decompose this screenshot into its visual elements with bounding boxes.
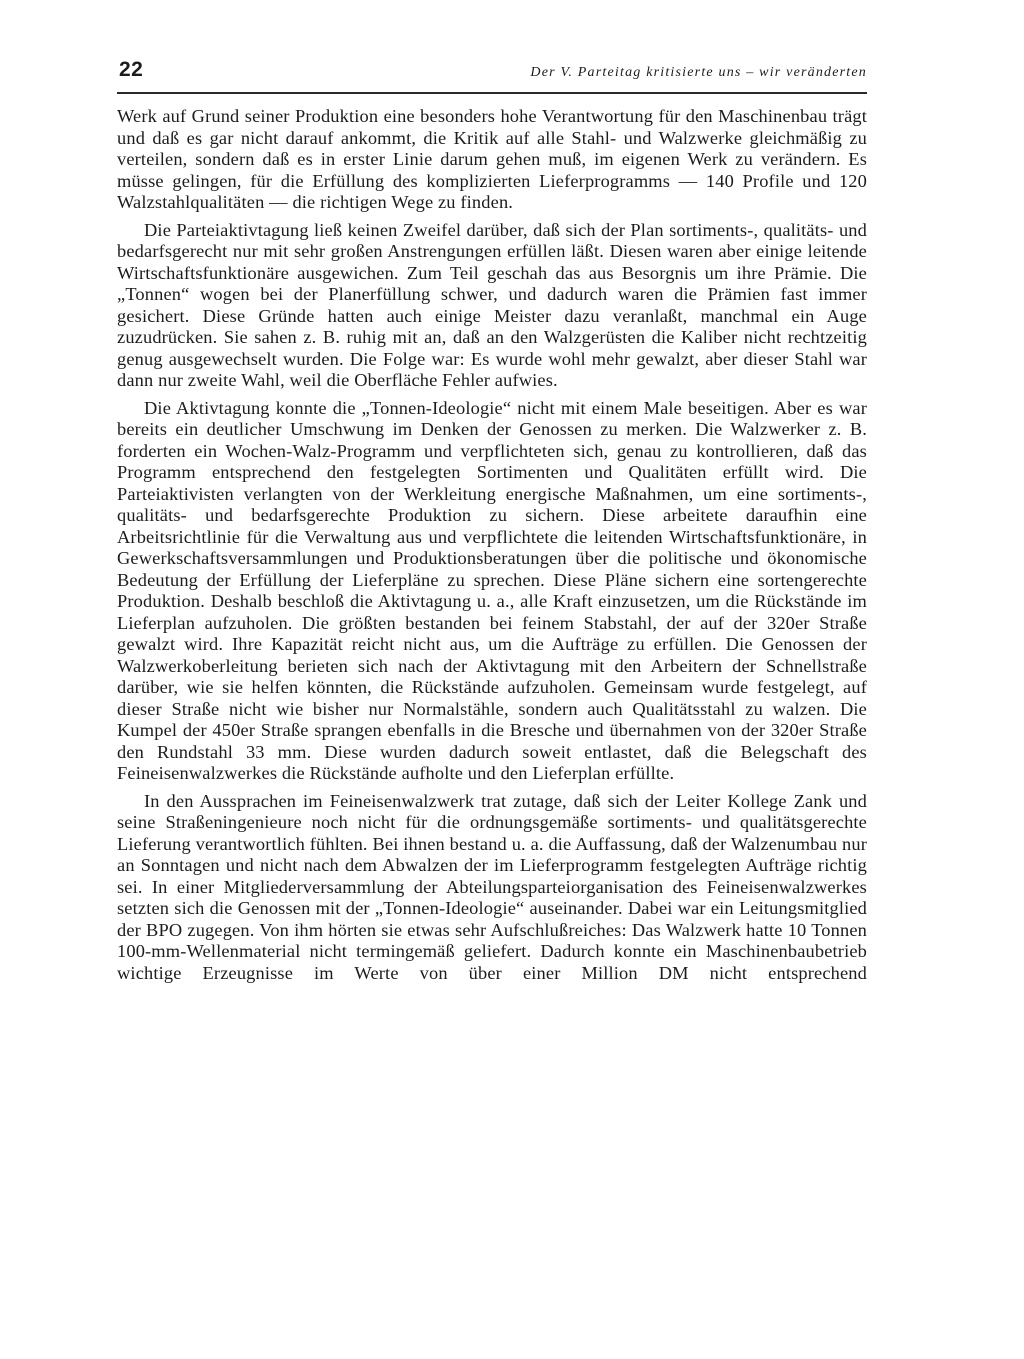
paragraph-1: Werk auf Grund seiner Produktion eine besonders hohe Verantwortung für den Maschinenbau trägt und daß es gar nicht darauf ankommt, die Kritik auf alle Stahl- und Walzwerke gleichmäßig zu verteilen, sondern daß es in erster Linie darum gehen muß, im eigenen Werk zu verändern. Es müsse gelingen, für die Erfüllung des komplizierten Lieferprogramms — 140 Profile und 120 Walzstahlqualitäten — die richtigen Wege zu finden. xyxy=(117,106,867,212)
page-number: 22 xyxy=(119,58,144,81)
body-text xyxy=(117,106,867,984)
paragraph-3: Die Aktivtagung konnte die „Tonnen-Ideologie“ nicht mit einem Male beseitigen. Aber es war bereits ein deutlicher Umschwung im Denken der Genossen zu merken. Die Walzwerker z. B. forderten ein Wochen-Walz-Programm und verpflichteten sich, genau zu kontrollieren, daß das Programm entsprechend den festgelegten Sortimenten und Qualitäten erfüllt wird. Die Parteiaktivisten verlangten von der Werkleitung energische Maßnahmen, um eine sortiments-, qualitäts- und bedarfsgerechte Produktion zu sichern. Diese arbeitete daraufhin eine Arbeitsrichtlinie für die Verwaltung aus und verpflichtete die leitenden Wirtschaftsfunktionäre, in Gewerkschaftsversammlungen und Produktionsberatungen über die politische und ökonomische Bedeutung der Erfüllung der Lieferpläne zu sprechen. Diese Pläne sichern eine sortengerechte Produktion. Deshalb beschloß die Aktivtagung u. a., alle Kraft einzusetzen, um die Rückstände im Lieferplan aufzuholen. Die größten bestanden bei feinem Stabstahl, der auf der 320er Straße gewalzt wird. Ihre Kapazität reicht nicht aus, um die Aufträge zu erfüllen. Die Genossen der Walzwerkoberleitung berieten sich nach der Aktivtagung mit den Arbeitern der Schnellstraße darüber, wie sie helfen könnten, die Rückstände aufzuholen. Gemeinsam wurde festgelegt, auf dieser Straße nicht wie bisher nur Normalstähle, sondern auch Qualitätsstahl zu walzen. Die Kumpel der 450er Straße sprangen ebenfalls in die Bresche und übernahmen von der 320er Straße den Rundstahl 33 mm. Diese wurden dadurch soweit entlastet, daß die Belegschaft des Feineisenwalzwerkes die Rückstände aufholte und den Lieferplan erfüllte. xyxy=(117,397,867,783)
running-head: Der V. Parteitag kritisierte uns – wir veränderten xyxy=(530,65,867,80)
paragraph-4: In den Aussprachen im Feineisenwalzwerk trat zutage, daß sich der Leiter Kollege Zank und seine Straßeningenieure noch nicht für die ordnungsgemäße sortiments- und qualitätsgerechte Lieferung verantwortlich fühlten. Bei ihnen bestand u. a. die Auffassung, daß der Walzenumbau nur an Sonntagen und nicht nach dem Abwalzen der im Lieferprogramm festgelegten Aufträge richtig sei. In einer Mitgliederversammlung der Abteilungsparteiorganisation des Feineisenwalzwerkes setzten sich die Genossen mit der „Tonnen-Ideologie“ auseinander. Dabei war ein Leitungsmitglied der BPO zugegen. Von ihm hörten sie etwas sehr Aufschlußreiches: Das Walzwerk hatte 10 Tonnen 100-mm-Wellenmaterial nicht termingemäß geliefert. Dadurch konnte ein Maschinenbaubetrieb wichtige Erzeugnisse im Werte von über einer Million DM nicht entsprechend xyxy=(117,790,867,983)
book-page xyxy=(117,58,867,984)
paragraph-2: Die Parteiaktivtagung ließ keinen Zweifel darüber, daß sich der Plan sortiments-, qualitäts- und bedarfsgerecht nur mit sehr großen Anstrengungen erfüllen läßt. Diesen waren aber einige leitende Wirtschaftsfunktionäre ausgewichen. Zum Teil geschah das aus Besorgnis um ihre Prämie. Die „Tonnen“ wogen bei der Planerfüllung schwer, und dadurch waren die Prämien fast immer gesichert. Diese Gründe hatten auch einige Meister dazu veranlaßt, manchmal ein Auge zuzudrücken. Sie sahen z. B. ruhig mit an, daß an den Walzgerüsten die Kaliber nicht rechtzeitig genug ausgewechselt wurden. Die Folge war: Es wurde wohl mehr gewalzt, aber dieser Stahl war dann nur zweite Wahl, weil die Oberfläche Fehler aufwies. xyxy=(117,219,867,390)
page-header xyxy=(117,58,867,94)
